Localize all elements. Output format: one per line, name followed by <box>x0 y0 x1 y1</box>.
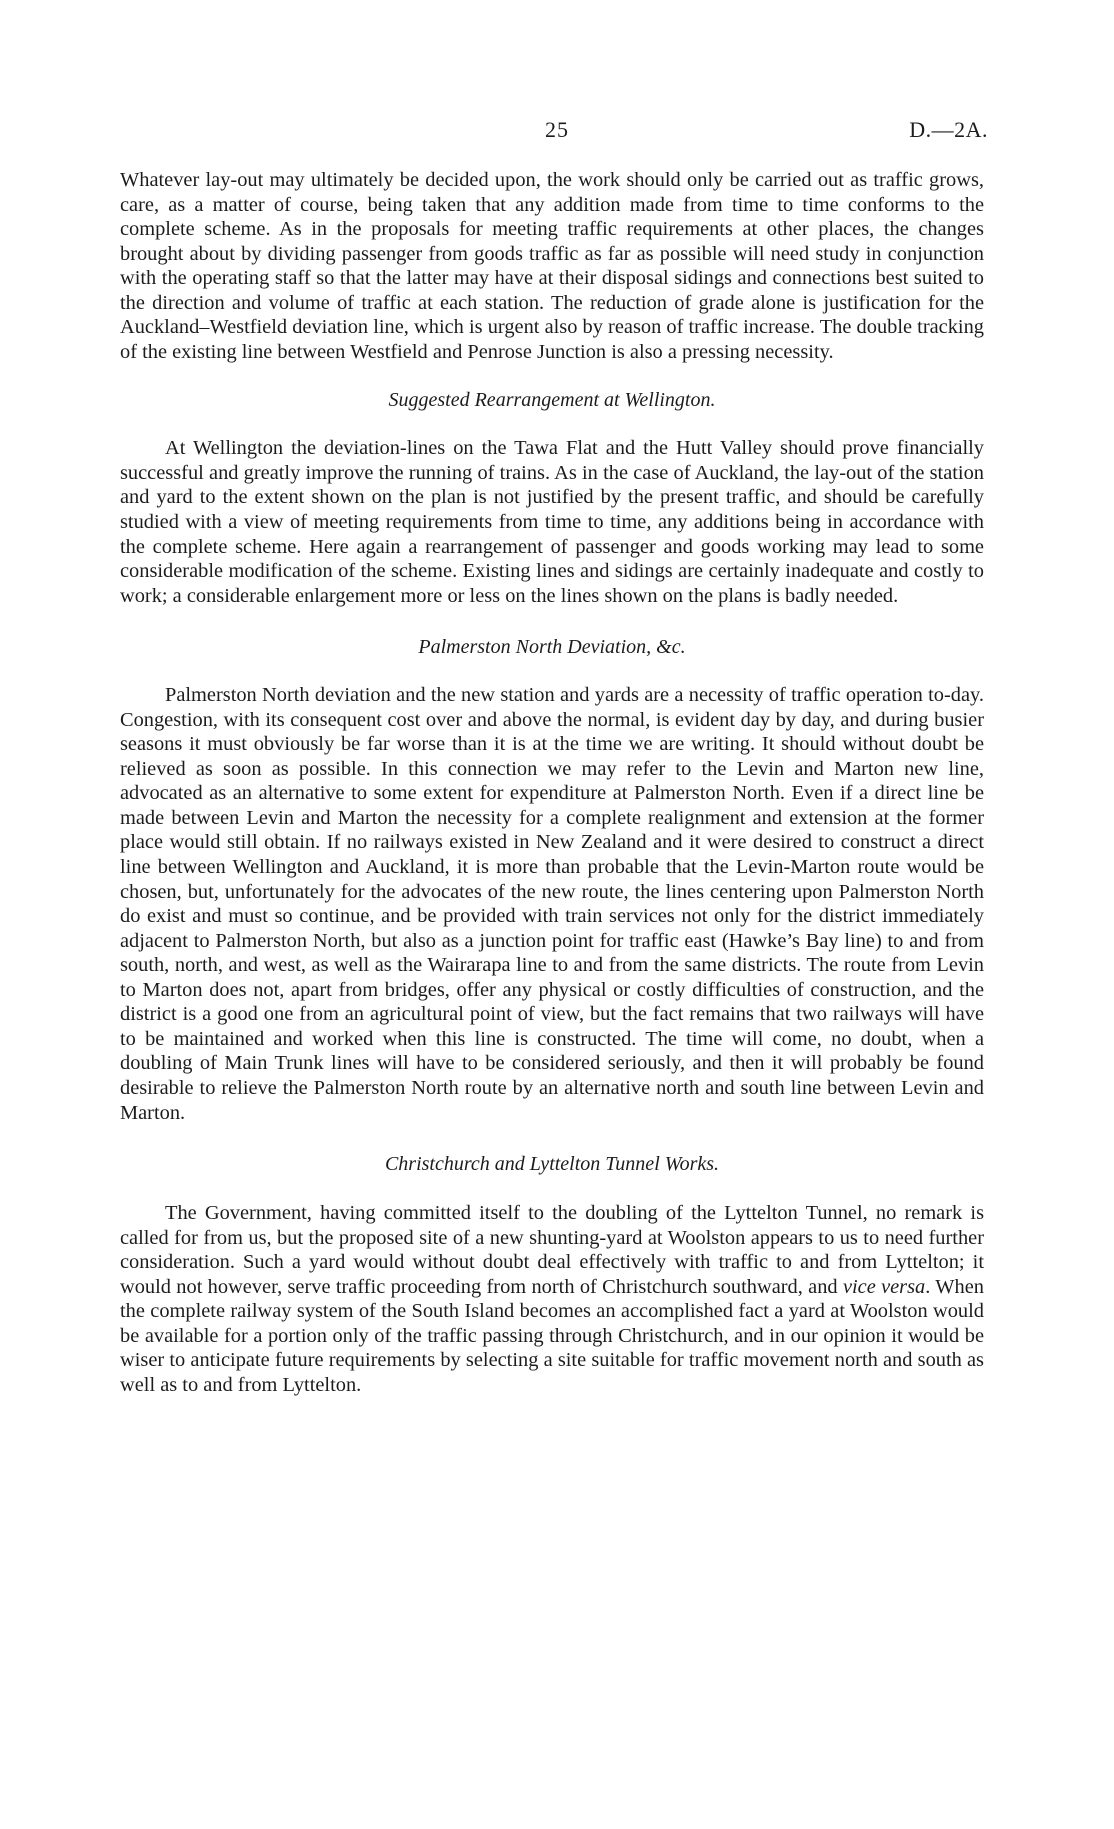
section-heading-christchurch: Christchurch and Lyttelton Tunnel Works. <box>384 1153 720 1176</box>
section-paragraph-christchurch <box>120 1201 984 1397</box>
paragraph-text-part: The Government, having committed itself to the doubling of the Lyttelton Tunnel, no remark is called for from us, but the proposed site of a new shunting-yard at Woolston appears to us to need further consideration. Such a yard would without doubt deal effectively with traffic to and from Lyttelton; it would not however, serve traffic proceeding from north of Christchurch southward, and <box>120 1202 984 1298</box>
section-paragraph-wellington: At Wellington the deviation-lines on the Tawa Flat and the Hutt Valley should prove financially successful and greatly improve the running of trains. As in the case of Auckland, the lay-out of the station and yard to the extent shown on the plan is not justified by the present traffic, and should be carefully studied with a view of meeting requirements from time to time, any additions being in accordance with the complete scheme. Here again a rearrangement of passenger and goods working may lead to some considerable modification of the scheme. Existing lines and sidings are certainly inadequate and costly to work; a considerable enlargement more or less on the lines shown on the plans is badly needed. <box>120 437 984 607</box>
intro-paragraph: Whatever lay-out may ultimately be decided upon, the work should only be carried out as traffic grows, care, as a matter of course, being taken that any addition made from time to time conforms to the complete scheme. As in the proposals for meeting traffic requirements at other places, the changes brought about by dividing passenger from goods traffic as far as possible will need study in conjunction with the operating staff so that the latter may have at their disposal sidings and connections best suited to the direction and volume of traffic at each station. The reduction of grade alone is justification for the Auckland–Westfield deviation line, which is urgent also by reason of traffic increase. The double tracking of the existing line between Westfield and Penrose Junction is also a pressing necessity. <box>120 169 984 363</box>
section-paragraph-palmerston-north: Palmerston North deviation and the new station and yards are a necessity of traffic operation to-day. Congestion, with its consequent cost over and above the normal, is evident day by day, and during busier seasons it must obviously be far worse than it is at the time we are writing. It should without doubt be relieved as soon as possible. In this connection we may refer to the Levin and Marton new line, advocated as an alternative to some extent for expenditure at Palmerston North. Even if a direct line be made between Levin and Marton the necessity for a complete realignment and extension at the former place would still obtain. If no railways existed in New Zealand and it were desired to construct a direct line between Wellington and Auckland, it is more than probable that the Levin-Marton route would be chosen, but, unfortunately for the advocates of the new route, the lines centering upon Palmerston North do exist and must so continue, and be provided with train services not only for the district immediately adjacent to Palmerston North, but also as a junction point for traffic east (Hawke’s Bay line) to and from south, north, and west, as well as the Wairarapa line to and from the same districts. The route from Levin to Marton does not, apart from bridges, offer any physical or costly difficulties of construction, and the district is a good one from an agricultural point of view, but the fact remains that two railways will have to be maintained and worked when this line is constructed. The time will come, no doubt, when a doubling of Main Trunk lines will have to be considered seriously, and then it will probably be found desirable to relieve the Palmerston North route by an alternative north and south line between Levin and Marton. <box>120 684 984 1124</box>
document-code: D.—2A. <box>909 117 988 142</box>
section-heading-wellington: Suggested Rearrangement at Wellington. <box>388 389 716 412</box>
paragraph-text-part: . When the complete railway system of the South Island becomes an accomplished fact a yard at Woolston would be available for a portion only of the traffic passing through Christchurch, and in our opinion it would be wiser to anticipate future requirements by selecting a site suitable for traffic movement north and south as well as to and from Lyttelton. <box>120 1275 984 1396</box>
section-heading-palmerston-north: Palmerston North Deviation, &c. <box>418 636 686 659</box>
page-number: 25 <box>545 117 569 142</box>
body-text <box>120 168 984 1397</box>
paragraph-italic-phrase: vice versa <box>842 1275 926 1298</box>
